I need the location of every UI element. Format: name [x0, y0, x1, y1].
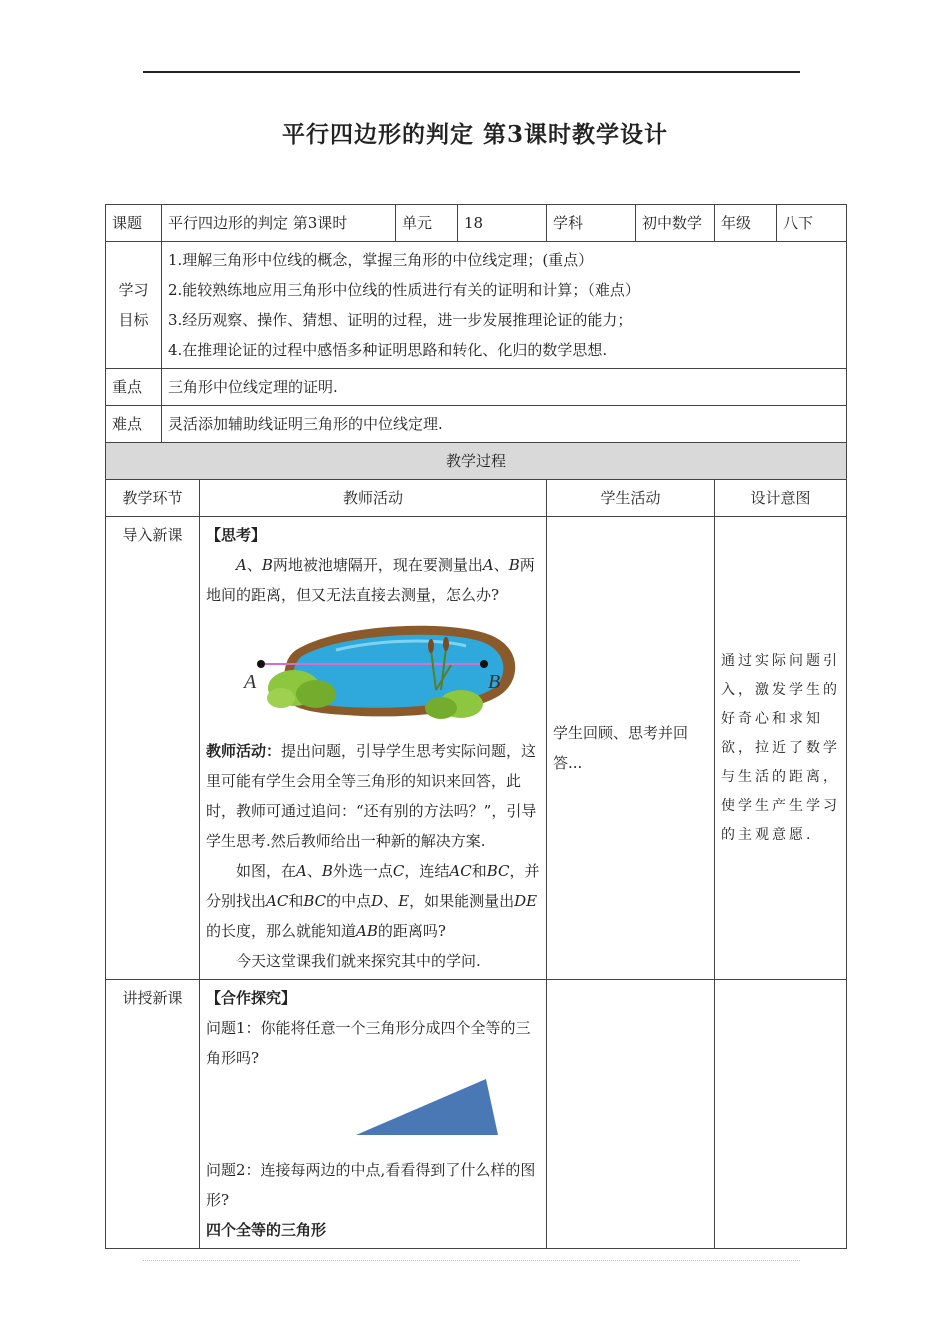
lecture-design: [715, 980, 847, 1249]
think-heading: 【思考】: [206, 526, 267, 544]
difficulty-value: 灵活添加辅助线证明三角形的中位线定理.: [162, 406, 847, 443]
intro-row: [106, 517, 847, 980]
goal-item: 2.能较熟练地应用三角形中位线的性质进行有关的证明和计算；（难点）: [168, 281, 640, 299]
question-1: 问题1：你能将任意一个三角形分成四个全等的三角形吗?: [206, 1019, 531, 1067]
goals-row: [106, 242, 847, 369]
midpoint-question: 如图，在A、B外选一点C，连结AC和BC，并分别找出AC和BC的中点D、E，如果能测量出DE的长度，那么就能知道AB的距离吗?: [206, 862, 540, 940]
goal-item: 1.理解三角形中位线的概念，掌握三角形的中位线定理；(重点）: [168, 251, 594, 269]
process-header: 教学过程: [106, 443, 847, 480]
pond-illustration: [206, 620, 540, 730]
reed-top: [428, 639, 434, 653]
explore-heading: 【合作探究】: [206, 989, 297, 1007]
intro-closing: 今天这堂课我们就来探究其中的学问.: [236, 952, 481, 970]
subject-label: 学科: [547, 205, 636, 242]
lesson-plan-table: [105, 204, 847, 1249]
col-teacher: 教师活动: [200, 480, 547, 517]
key-label: 重点: [106, 369, 162, 406]
goal-item: 4.在推理论证的过程中感悟多种证明思路和转化、化归的数学思想.: [168, 341, 608, 359]
subject-value: 初中数学: [636, 205, 715, 242]
key-row: [106, 369, 847, 406]
intro-stage: 导入新课: [106, 517, 200, 980]
topic-value: 平行四边形的判定 第3课时: [162, 205, 396, 242]
difficulty-row: [106, 406, 847, 443]
intro-teacher-cell: [200, 517, 547, 980]
intro-design: 通过实际问题引入，激发学生的好奇心和求知欲，拉近了数学与生活的距离，使学生产生学习的主观意愿.: [715, 517, 847, 980]
col-student: 学生活动: [547, 480, 715, 517]
question-2-answer: 四个全等的三角形: [206, 1221, 327, 1239]
intro-student: 学生回顾、思考并回答...: [547, 517, 715, 980]
lecture-teacher-cell: [200, 980, 547, 1249]
col-stage: 教学环节: [106, 480, 200, 517]
col-design: 设计意图: [715, 480, 847, 517]
footer-rule: [143, 1260, 800, 1261]
point-a-dot: [257, 660, 265, 668]
document-title: 平行四边形的判定 第3课时教学设计: [281, 121, 668, 148]
info-row: [106, 205, 847, 242]
unit-value: 18: [458, 205, 547, 242]
topic-label: 课题: [106, 205, 162, 242]
goal-item: 3.经历观察、操作、猜想、证明的过程，进一步发展推理论证的能力；: [168, 311, 633, 329]
goals-list: [162, 242, 847, 369]
point-b-dot: [480, 660, 488, 668]
lecture-student: [547, 980, 715, 1249]
key-value: 三角形中位线定理的证明.: [162, 369, 847, 406]
column-header-row: [106, 480, 847, 517]
lecture-stage: 讲授新课: [106, 980, 200, 1249]
header-rule: [143, 71, 800, 73]
lecture-row: [106, 980, 847, 1249]
question-2: 问题2：连接每两边的中点,看看得到了什么样的图形?: [206, 1161, 536, 1209]
difficulty-label: 难点: [106, 406, 162, 443]
triangle-figure: [206, 1077, 540, 1145]
label-b: B: [488, 671, 501, 693]
teacher-activity: 教师活动：提出问题，引导学生思考实际问题，这里可能有学生会用全等三角形的知识来回答，此时，教师可通过追问：“还有别的方法吗？”，引导学生思考.然后教师给出一种新的解决方案.: [206, 742, 537, 850]
label-a: A: [244, 671, 257, 693]
grade-label: 年级: [715, 205, 777, 242]
goals-label: 学习 目标: [106, 242, 162, 369]
grade-value: 八下: [777, 205, 847, 242]
triangle-shape: [356, 1079, 498, 1135]
reed-top: [443, 637, 449, 651]
unit-label: 单元: [396, 205, 458, 242]
pond-question: A、B两地被池塘隔开，现在要测量出A、B两地间的距离，但又无法直接去测量，怎么办?: [206, 556, 535, 604]
process-header-row: [106, 443, 847, 480]
